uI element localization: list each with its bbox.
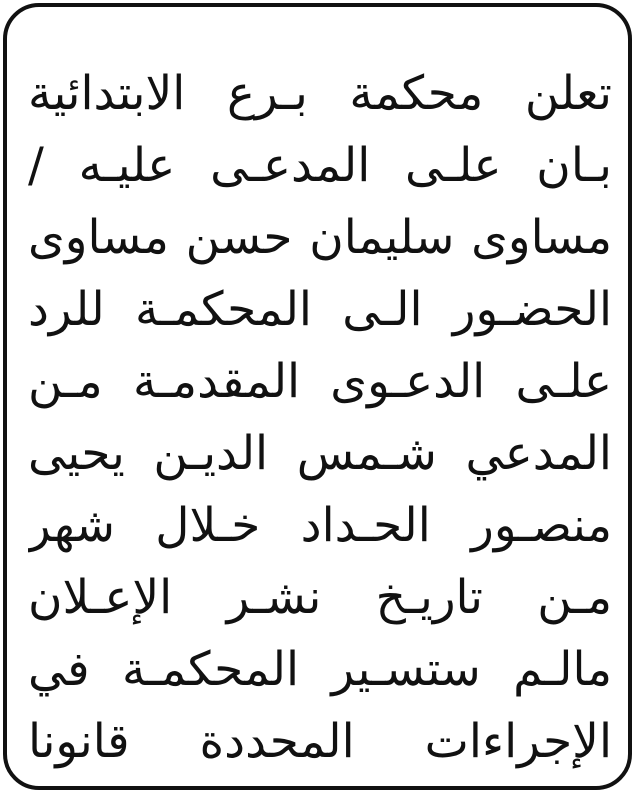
notice-line-4: الحضـور الـى المحكمـة للرد [28, 282, 612, 337]
notice-text [28, 58, 612, 778]
notice-line-5: علـى الدعـوى المقدمـة مـن [28, 354, 612, 409]
notice-line-2: بـان علـى المدعـى عليـه / [28, 138, 612, 193]
notice-line-6: المدعي شـمس الديـن يحيى [28, 426, 612, 481]
notice-line-7: منصـور الحـداد خـلال شهر [28, 498, 612, 553]
notice-line-9: مالـم ستسـير المحكمـة في [28, 642, 612, 697]
notice-line-1: تعلن محكمة بـرع الابتدائية [28, 66, 612, 121]
notice-line-8: مـن تاريـخ نشـر الإعـلان [28, 570, 612, 625]
notice-line-10: الإجراءات المحددة قانونا [28, 714, 612, 769]
notice-line-3: مساوى سليمان حسن مساوى [28, 210, 612, 265]
